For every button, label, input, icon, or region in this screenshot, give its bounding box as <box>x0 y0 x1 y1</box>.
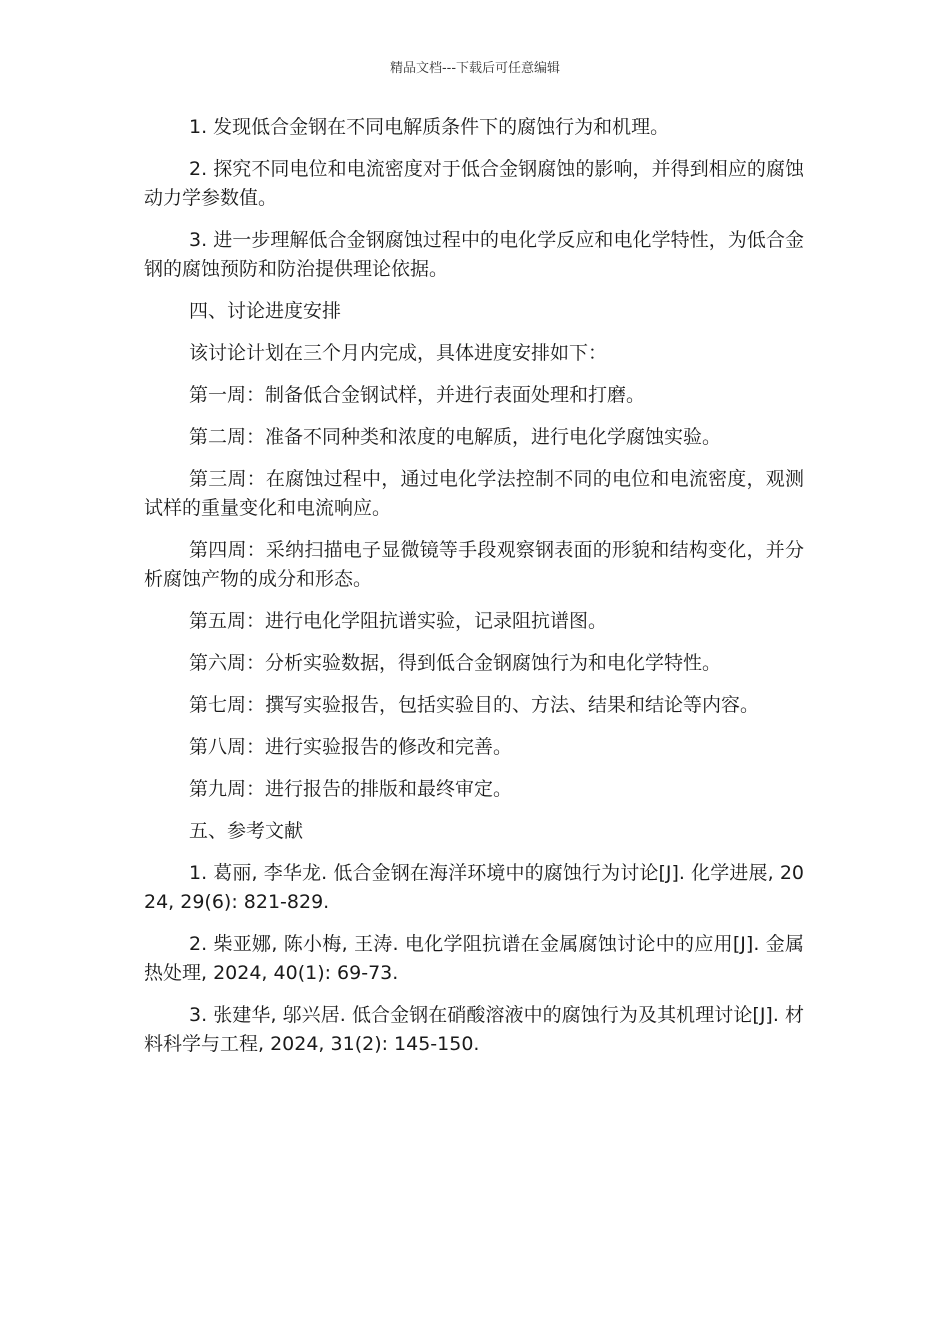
schedule-week-2: 第二周：准备不同种类和浓度的电解质，进行电化学腐蚀实验。 <box>189 426 722 448</box>
schedule-intro: 该讨论计划在三个月内完成，具体进度安排如下： <box>189 342 608 364</box>
schedule-week-6: 第六周：分析实验数据，得到低合金钢腐蚀行为和电化学特性。 <box>189 652 722 674</box>
reference-item-3: 3. 张建华, 邬兴居. 低合金钢在硝酸溶液中的腐蚀行为及其机理讨论[J]. 材料科学与工程, 2024, 31(2): 145-150. <box>144 1004 804 1055</box>
schedule-week-7: 第七周：撰写实验报告，包括实验目的、方法、结果和结论等内容。 <box>189 694 760 716</box>
page-header: 精品文档---下载后可任意编辑 <box>389 61 561 76</box>
reference-item-1: 1. 葛丽, 李华龙. 低合金钢在海洋环境中的腐蚀行为讨论[J]. 化学进展, 2024, 29(6): 821-829. <box>144 862 804 913</box>
document-body <box>144 113 804 1072</box>
objective-item-1: 1. 发现低合金钢在不同电解质条件下的腐蚀行为和机理。 <box>189 116 670 138</box>
section-heading-references: 五、参考文献 <box>189 820 304 842</box>
section-heading-schedule: 四、讨论进度安排 <box>189 300 342 322</box>
schedule-week-8: 第八周：进行实验报告的修改和完善。 <box>189 736 513 758</box>
schedule-week-4: 第四周：采纳扫描电子显微镜等手段观察钢表面的形貌和结构变化，并分析腐蚀产物的成分和形态。 <box>144 539 804 590</box>
reference-item-2: 2. 柴亚娜, 陈小梅, 王涛. 电化学阻抗谱在金属腐蚀讨论中的应用[J]. 金属热处理, 2024, 40(1): 69-73. <box>144 933 804 984</box>
schedule-week-1: 第一周：制备低合金钢试样，并进行表面处理和打磨。 <box>189 384 646 406</box>
schedule-week-5: 第五周：进行电化学阻抗谱实验，记录阻抗谱图。 <box>189 610 608 632</box>
schedule-week-3: 第三周：在腐蚀过程中，通过电化学法控制不同的电位和电流密度，观测试样的重量变化和电流响应。 <box>144 468 804 519</box>
objective-item-2: 2. 探究不同电位和电流密度对于低合金钢腐蚀的影响，并得到相应的腐蚀动力学参数值。 <box>144 158 804 209</box>
objective-item-3: 3. 进一步理解低合金钢腐蚀过程中的电化学反应和电化学特性，为低合金钢的腐蚀预防和防治提供理论依据。 <box>144 229 804 280</box>
schedule-week-9: 第九周：进行报告的排版和最终审定。 <box>189 778 513 800</box>
